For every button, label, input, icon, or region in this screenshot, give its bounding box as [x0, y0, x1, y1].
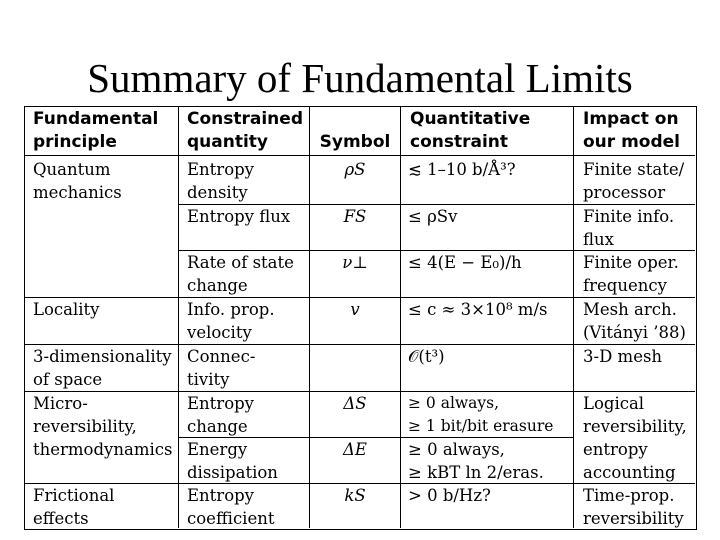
impact-cell: Finite info. flux — [583, 207, 675, 249]
constraint-cell: 𝒪(t³) — [408, 347, 445, 366]
symbol-cell: ρS — [344, 160, 366, 179]
symbol-cell: ΔS — [343, 394, 367, 413]
impact-cell: Time-prop. reversibility — [583, 486, 684, 528]
impact-cell: Finite oper. frequency — [583, 253, 679, 295]
header-principle: Fundamental principle — [33, 109, 159, 152]
constraint-cell: ≤ ρSv — [408, 207, 458, 226]
header-symbol: Symbol — [319, 132, 391, 152]
quantity-cell: Connec- tivity — [187, 347, 256, 389]
quantity-cell: Entropy flux — [187, 207, 291, 226]
constraint-cell: ≥ 0 always, ≥ kBT ln 2/eras. — [408, 440, 544, 482]
quantity-cell: Entropy coefficient — [187, 486, 275, 528]
impact-cell: Mesh arch. (Vitányi ’88) — [583, 300, 686, 342]
header-divider — [25, 155, 695, 156]
principle-cell: Quantum mechanics — [33, 160, 122, 202]
constraint-cell: > 0 b/Hz? — [408, 486, 491, 505]
quantity-cell: Entropy density — [187, 160, 255, 202]
quantity-cell: Energy dissipation — [187, 440, 278, 482]
symbol-cell: ΔE — [343, 440, 367, 459]
symbol-cell: kS — [344, 486, 366, 505]
constraint-cell: ≥ 0 always, ≥ 1 bit/bit erasure — [408, 394, 554, 435]
principle-cell: Frictional effects — [33, 486, 115, 528]
header-impact: Impact on our model — [583, 109, 681, 152]
column-divider — [573, 107, 574, 528]
column-divider — [400, 107, 401, 528]
principle-cell: Locality — [33, 300, 100, 319]
symbol-cell: FS — [343, 207, 367, 226]
page-title: Summary of Fundamental Limits — [87, 55, 633, 101]
symbol-cell: v — [350, 300, 360, 319]
impact-cell: 3-D mesh — [583, 347, 663, 366]
constraint-cell: ≤ 4(E − E₀)/h — [408, 253, 522, 272]
impact-cell: Logical reversibility, entropy accounting — [583, 394, 687, 482]
column-divider — [178, 107, 179, 528]
header-quantity: Constrained quantity — [187, 109, 303, 152]
principle-cell: Micro- reversibility, thermodynamics — [33, 394, 173, 459]
quantity-cell: Info. prop. velocity — [187, 300, 275, 342]
quantity-cell: Rate of state change — [187, 253, 294, 295]
limits-table — [24, 106, 697, 530]
constraint-cell: ≲ 1–10 b/Å³? — [408, 160, 516, 179]
principle-cell: 3-dimensionality of space — [33, 347, 172, 389]
quantity-cell: Entropy change — [187, 394, 255, 436]
header-constraint: Quantitative constraint — [410, 109, 531, 152]
constraint-cell: ≤ c ≈ 3×10⁸ m/s — [408, 300, 548, 319]
impact-cell: Finite state/ processor — [583, 160, 685, 202]
symbol-cell: ν⊥ — [342, 253, 368, 272]
